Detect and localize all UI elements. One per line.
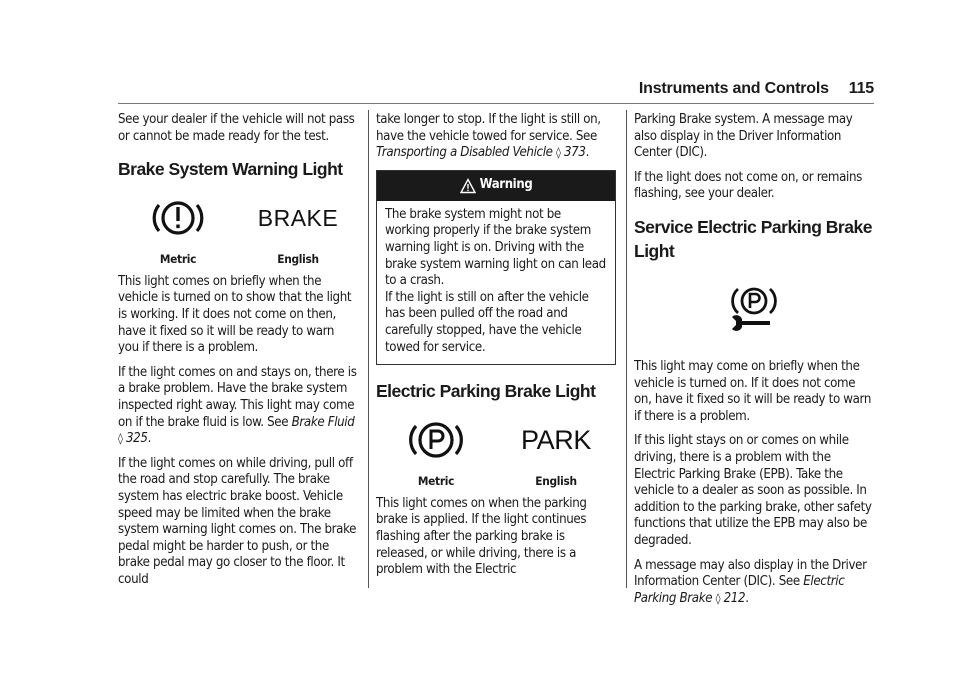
paragraph: If the light comes on and stays on, there is a brake problem. Have the brake system inspected right away. This light may come on if the brake fluid is low. See Brake Fluid ◊ 325. <box>118 364 357 447</box>
service-parking-brake-icon <box>726 281 782 333</box>
paragraph: This light comes on when the parking brake is applied. If the light continues flashing after the parking brake is released, or while driving, there is a problem with the Electric <box>376 495 587 578</box>
section-heading: Electric Parking Brake Light <box>376 381 596 402</box>
parking-brake-icon <box>403 418 469 462</box>
english-icon-cell <box>496 417 616 490</box>
metric-icon-cell <box>118 195 238 268</box>
column-1 <box>118 112 358 596</box>
warning-triangle-icon <box>460 178 476 194</box>
electric-parking-brake-link[interactable]: Electric Parking Brake <box>634 574 845 606</box>
metric-icon-cell <box>376 417 496 490</box>
brake-icons-row <box>118 195 358 268</box>
brake-warning-icon <box>146 198 210 238</box>
brake-fluid-link[interactable]: Brake Fluid <box>291 414 355 430</box>
paragraph: This light comes on briefly when the vehicle is turned on to show that the light is working. If it does not come on then, have it fixed so it will be ready to warn you if there is a problem. <box>118 273 352 356</box>
paragraph: This light may come on briefly when the vehicle is turned on. If it does not come on, have it fixed so it will be ready to warn if there is a problem. <box>634 358 872 424</box>
column-divider <box>626 110 627 588</box>
park-word-icon: PARK <box>520 424 592 455</box>
paragraph: If the light does not come on, or remains flashing, see your dealer. <box>634 169 862 202</box>
section-title: Instruments and Controls <box>638 80 829 97</box>
page-reference[interactable]: 212 <box>723 590 746 606</box>
warning-title: Warning <box>479 177 533 193</box>
service-icon-wrap <box>634 281 874 333</box>
section-heading: Brake System Warning Light <box>118 159 343 180</box>
paragraph: If the light comes on while driving, pull off the road and stop carefully. The brake system has electric brake boost. Vehicle speed may be limited when the brake system warning light comes on. The brake pedal might be harder to push, or the brake pedal may go closer to the floor. It could <box>118 455 357 587</box>
warning-body <box>377 201 615 364</box>
page-reference-arrow-icon: ◊ <box>556 146 561 160</box>
paragraph-text: A message may also display in the Driver Information Center (DIC). See <box>634 557 867 590</box>
page-header <box>639 80 874 98</box>
column-divider <box>368 110 369 588</box>
english-caption: English <box>277 252 319 267</box>
paragraph: If this light stays on or comes on while driving, there is a problem with the Electric Parking Brake (EPB). Take the vehicle to a dealer as soon as possible. In addition to the parking brake, other safety functions that utilize the EPB may also be degraded. <box>634 433 872 548</box>
column-2 <box>376 112 616 587</box>
page-reference-arrow-icon: ◊ <box>715 591 721 605</box>
page-number: 115 <box>848 80 874 97</box>
warning-text: If the light is still on after the vehicle has been pulled off the road and carefully stopped, have the vehicle towed for service. <box>385 289 589 355</box>
page-reference[interactable]: 325 <box>125 431 148 447</box>
metric-caption: Metric <box>417 474 455 489</box>
warning-header <box>377 171 615 201</box>
column-3 <box>634 112 874 615</box>
paragraph: A message may also display in the Driver Information Center (DIC). See Electric Parking Brake ◊ 212. <box>634 557 867 606</box>
warning-box <box>376 170 616 365</box>
english-icon-cell <box>238 195 358 268</box>
warning-text: The brake system might not be working properly if the brake system warning light is on. Driving with the brake system warning light on can lead to a crash. <box>385 206 606 289</box>
paragraph: Parking Brake system. A message may also display in the Driver Information Center (DIC). <box>634 112 853 161</box>
paragraph-text: If the light comes on and stays on, there is a brake problem. Have the brake system inspected right away. This light may come on if the brake fluid is low. See <box>118 364 357 430</box>
page-reference-arrow-icon: ◊ <box>118 432 123 446</box>
header-divider <box>118 103 874 104</box>
park-icons-row <box>376 417 616 490</box>
section-heading: Service Electric Parking Brake Light <box>634 216 872 261</box>
paragraph-text: take longer to stop. If the light is still on, have the vehicle towed for service. See <box>376 112 601 144</box>
brake-word-icon: BRAKE <box>257 204 339 231</box>
english-caption: English <box>535 474 577 489</box>
intro-paragraph: See your dealer if the vehicle will not pass or cannot be made ready for the test. <box>118 112 355 144</box>
transporting-link[interactable]: Transporting a Disabled Vehicle <box>376 145 553 161</box>
metric-caption: Metric <box>159 252 197 267</box>
page-reference[interactable]: 373 <box>563 145 586 161</box>
paragraph: take longer to stop. If the light is still on, have the vehicle towed for service. See Transporting a Disabled Vehicle ◊ 373. <box>376 112 601 161</box>
